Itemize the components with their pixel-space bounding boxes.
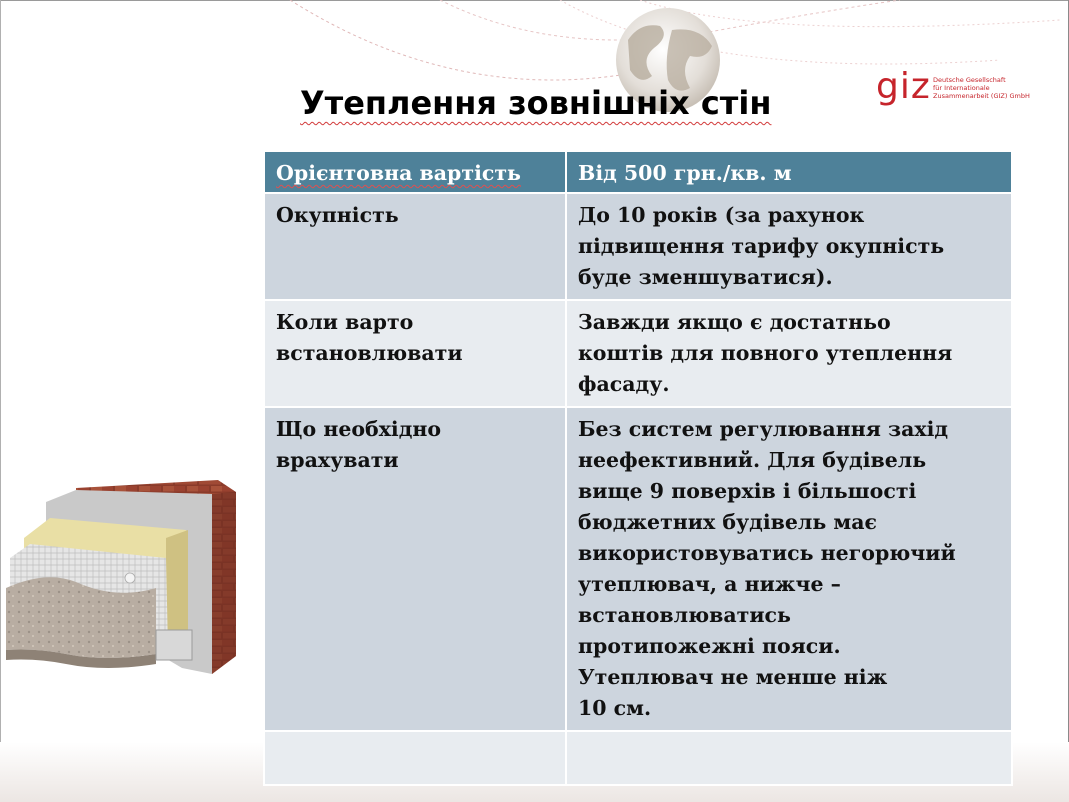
header-value: Від 500 грн./кв. м [578,161,792,185]
wall-insulation-illustration [6,478,242,690]
giz-logo-line: für Internationale [933,84,990,92]
slide-title [300,84,771,122]
table-row [264,407,1012,731]
header-value-cell [566,151,1012,193]
row-label-cell [264,407,566,731]
row-value: До 10 років (за рахунок підвищення тарифу окупність буде зменшуватися). [578,203,945,289]
row-label: Окупність [276,203,399,227]
row-label: Що необхідно врахувати [276,417,442,472]
header-label: Орієнтовна вартість [276,161,521,185]
giz-logo-line: Zusammenarbeit (GIZ) GmbH [933,92,1030,100]
giz-logo-text [933,76,1038,100]
giz-logo [876,66,1036,110]
info-table [263,150,1013,786]
giz-logo-mark: giz [876,66,931,107]
table-row-empty [264,731,1012,785]
row-value: Завжди якщо є достатньо коштів для повного утеплення фасаду. [578,310,953,396]
empty-cell [264,731,566,785]
row-label-cell [264,300,566,407]
header-label-cell [264,151,566,193]
row-label-cell [264,193,566,300]
row-value: Без систем регулювання захід неефективний. Для будівель вище 9 поверхів і більшості бюджетних будівель має використовуватись негорючий утеплювач, а нижче – встановлюватись протипожежні пояси. Утеплювач не менше ніж 10 см. [578,417,956,720]
row-value-cell [566,407,1012,731]
giz-logo-line: Deutsche Gesellschaft [933,76,1006,84]
empty-cell [566,731,1012,785]
row-label: Коли варто встановлювати [276,310,463,365]
table-header-row [264,151,1012,193]
table-row [264,193,1012,300]
slide-title-text: Утеплення зовнішніх стін [300,84,772,122]
row-value-cell [566,300,1012,407]
row-value-cell [566,193,1012,300]
table-row [264,300,1012,407]
